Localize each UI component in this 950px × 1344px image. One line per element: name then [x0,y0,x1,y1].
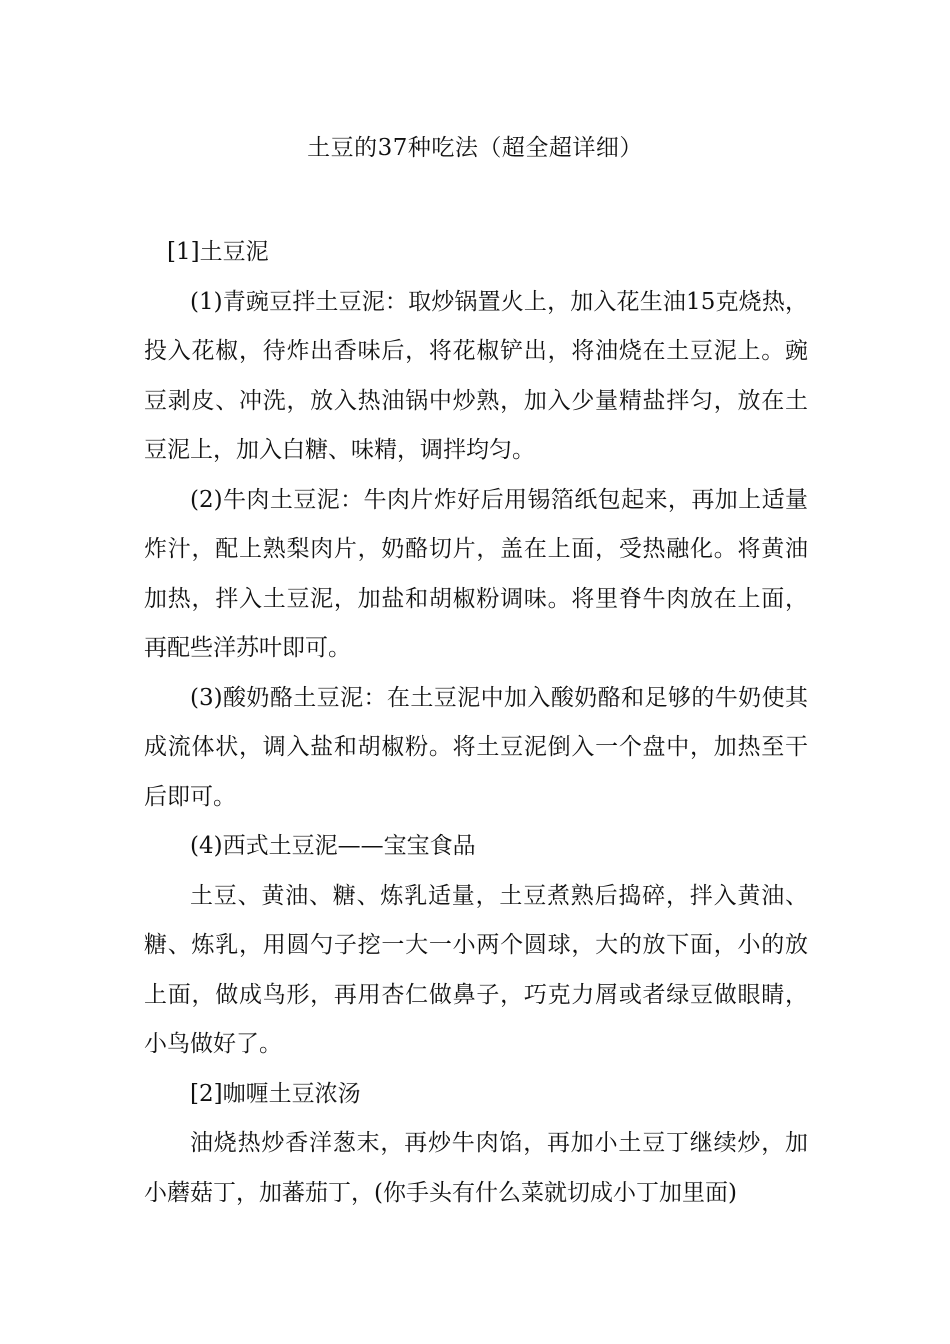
document-body [144,228,808,1218]
document-title: 土豆的37种吃法（超全超详细） [307,135,643,161]
section-heading-curry-soup: [2]咖喱土豆浓汤 [190,1080,361,1107]
paragraph-beef-mashed-potato: (2)牛肉土豆泥：牛肉片炸好后用锡箔纸包起来，再加上适量炸汁，配上熟梨肉片，奶酪切片，盖在上面，受热融化。将黄油加热，拌入土豆泥，加盐和胡椒粉调味。将里脊牛肉放在上面，再配些洋苏叶即可。 [144,486,808,661]
paragraph-yogurt-mashed-potato: (3)酸奶酪土豆泥：在土豆泥中加入酸奶酪和足够的牛奶使其成流体状，调入盐和胡椒粉。将土豆泥倒入一个盘中，加热至干后即可。 [144,684,808,810]
subheading-western-mashed-potato: (4)西式土豆泥——宝宝食品 [190,833,476,859]
section-heading-mashed-potato: [1]土豆泥 [167,239,269,265]
paragraph-western-mashed-potato: 土豆、黄油、糖、炼乳适量，土豆煮熟后捣碎，拌入黄油、糖、炼乳，用圆勺子挖一大一小两个圆球，大的放下面，小的放上面，做成鸟形，再用杏仁做鼻子，巧克力屑或者绿豆做眼睛，小鸟做好了。 [144,882,808,1057]
paragraph-curry-soup: 油烧热炒香洋葱末，再炒牛肉馅，再加小土豆丁继续炒，加小蘑菇丁，加蕃茄丁，(你手头有什么菜就切成小丁加里面) [144,1130,808,1206]
paragraph-pea-mashed-potato: (1)青豌豆拌土豆泥：取炒锅置火上，加入花生油15克烧热，投入花椒，待炸出香味后，将花椒铲出，将油烧在土豆泥上。豌豆剥皮、冲洗，放入热油锅中炒熟，加入少量精盐拌匀，放在土豆泥上，加入白糖、味精，调拌均匀。 [144,288,808,463]
